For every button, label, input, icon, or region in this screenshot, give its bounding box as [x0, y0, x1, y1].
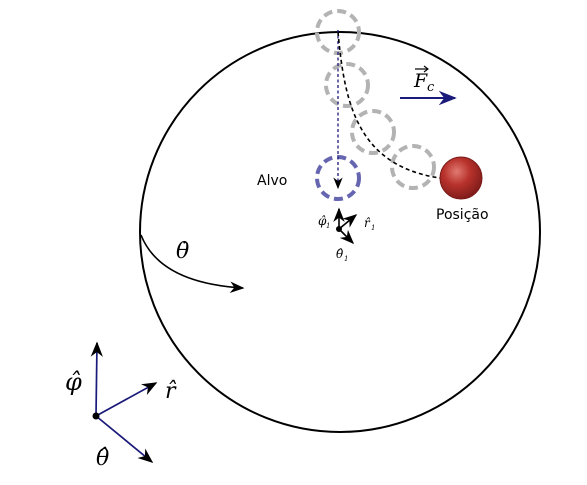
ghost-circle-3 — [352, 111, 394, 153]
svg-text:1: 1 — [344, 255, 349, 263]
phi-hat-1-label: φ̂ — [318, 214, 327, 228]
target-label: Alvo — [257, 173, 288, 189]
theta-hat-label: θ̂ — [96, 446, 110, 471]
theta-hat-1-label: θ̂ — [336, 247, 344, 261]
ghost-circle-2 — [326, 64, 368, 106]
position-label: Posição — [436, 207, 489, 223]
phi-hat-label: φ̂ — [65, 368, 82, 396]
main-circle — [140, 32, 540, 432]
position-ball — [440, 157, 482, 199]
theta-dot-label: θ̇ — [176, 239, 190, 264]
theta-dot-arrow — [141, 235, 243, 288]
svg-text:c: c — [427, 80, 435, 95]
force-vector-label — [413, 66, 435, 95]
svg-text:F: F — [414, 70, 428, 92]
ghost-circles — [317, 11, 434, 188]
ghost-circle-4 — [392, 146, 434, 188]
r-hat-1-label: r̂ — [364, 216, 370, 230]
curved-trajectory — [338, 32, 460, 180]
r-hat-label: r̂ — [165, 379, 176, 404]
svg-text:1: 1 — [326, 222, 331, 230]
global-frame — [65, 343, 177, 471]
svg-text:1: 1 — [371, 224, 376, 232]
local-frame — [318, 209, 375, 263]
